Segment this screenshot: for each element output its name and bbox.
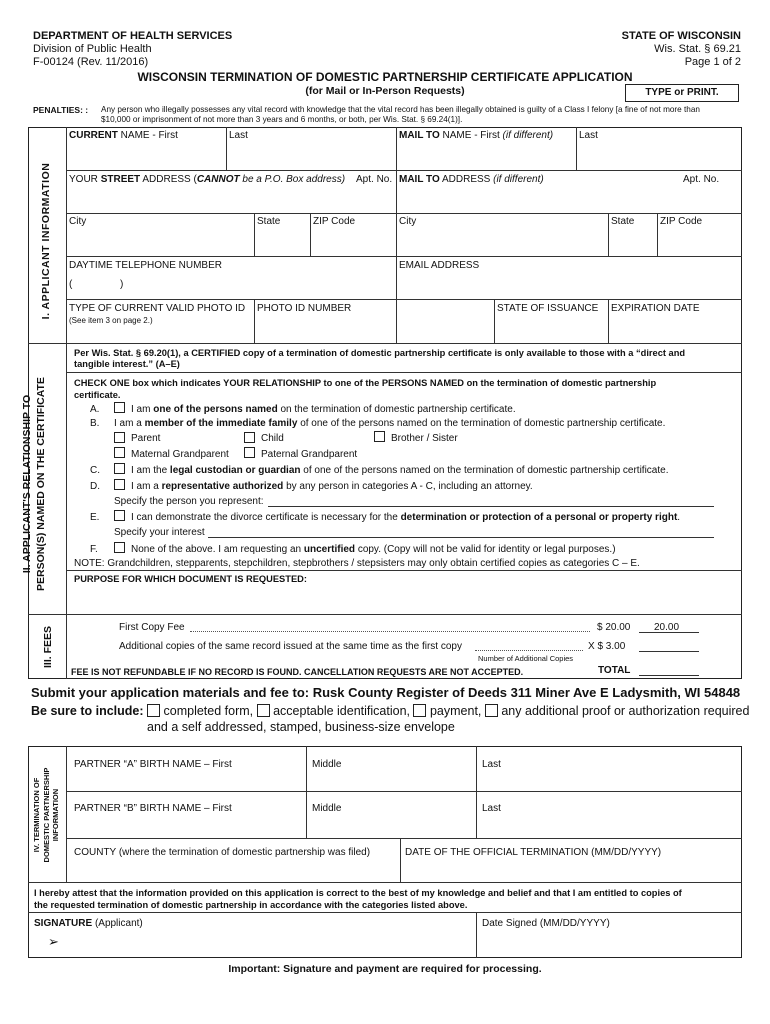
photo-id-number-field[interactable]: PHOTO ID NUMBER bbox=[257, 303, 352, 314]
acceptable-id-checkbox[interactable] bbox=[257, 704, 270, 717]
option-d-letter: D. bbox=[90, 481, 100, 492]
county-field[interactable]: COUNTY (where the termination of domestic partnership was filed) bbox=[74, 847, 371, 858]
completed-form-checkbox[interactable] bbox=[147, 704, 160, 717]
maternal-grandparent-checkbox[interactable] bbox=[114, 447, 125, 458]
option-f-letter: F. bbox=[90, 544, 98, 555]
partner-b-first-field[interactable]: PARTNER “B” BIRTH NAME – First bbox=[74, 803, 232, 814]
partner-a-middle-field[interactable]: Middle bbox=[312, 759, 342, 770]
payment-checkbox[interactable] bbox=[413, 704, 426, 717]
email-field[interactable]: EMAIL ADDRESS bbox=[399, 260, 480, 271]
section-3-label: III. FEES bbox=[42, 626, 54, 669]
maternal-grandparent-label: Maternal Grandparent bbox=[131, 449, 229, 460]
option-e-checkbox[interactable] bbox=[114, 510, 125, 521]
first-copy-fee-label: First Copy Fee bbox=[119, 622, 185, 633]
certified-intro-2: tangible interest.” (A–E) bbox=[74, 359, 180, 369]
option-c-text: I am the legal custodian or guardian of one of the persons named on the termination of domestic partnership certificate. bbox=[131, 465, 669, 476]
section-1-label: I. APPLICANT INFORMATION bbox=[40, 162, 52, 320]
street-address-field[interactable]: YOUR STREET ADDRESS (CANNOT be a P.O. Box address) bbox=[69, 174, 346, 185]
phone-area-close: ) bbox=[120, 279, 124, 290]
option-d-checkbox[interactable] bbox=[114, 479, 125, 490]
parent-label: Parent bbox=[131, 433, 161, 444]
date-signed-field[interactable]: Date Signed (MM/DD/YYYY) bbox=[482, 918, 610, 929]
number-additional-copies-label: Number of Additional Copies bbox=[478, 654, 574, 663]
page-number: Page 1 of 2 bbox=[684, 56, 741, 68]
signature-input[interactable] bbox=[66, 930, 471, 954]
type-or-print-box: TYPE or PRINT. bbox=[625, 84, 739, 102]
photo-id-note: (See item 3 on page 2.) bbox=[69, 316, 153, 325]
attestation-2: the requested termination of domestic partnership in accordance with the categories listed above. bbox=[34, 900, 468, 910]
partner-a-last-field[interactable]: Last bbox=[482, 759, 501, 770]
mail-to-name-first-field[interactable]: MAIL TO NAME - First (if different) bbox=[399, 130, 554, 141]
form-title: WISCONSIN TERMINATION OF DOMESTIC PARTNERSHIP CERTIFICATE APPLICATION bbox=[137, 70, 633, 84]
mail-zip-field[interactable]: ZIP Code bbox=[660, 216, 703, 227]
penalties-text-1: Any person who illegally possesses any vital record with knowledge that the vital record has been illegally obtained is guilty of a Class I felony [a fine of not more than bbox=[101, 105, 700, 114]
phone-area-open: ( bbox=[69, 279, 73, 290]
penalties-text-2: $10,000 or imprisonment of not more than 3 years and 6 months, or both, per Wis. Stat. § 69.24(1)]. bbox=[101, 115, 463, 124]
option-e-text: I can demonstrate the divorce certificate is necessary for the determination or protection of a personal or property right. bbox=[131, 512, 681, 523]
current-name-first-field[interactable]: CURRENT NAME - First bbox=[69, 130, 178, 141]
check-one-2: certificate. bbox=[74, 390, 121, 400]
brother-sister-checkbox[interactable] bbox=[374, 431, 385, 442]
option-d-text: I am a representative authorized by any person in categories A - C, including an attorney. bbox=[131, 481, 533, 492]
additional-copies-label: Additional copies of the same record issued at the same time as the first copy bbox=[119, 641, 462, 652]
additional-proof-checkbox[interactable] bbox=[485, 704, 498, 717]
option-a-letter: A. bbox=[90, 404, 100, 415]
additional-copies-amount[interactable] bbox=[639, 651, 699, 652]
grandchildren-note: NOTE: Grandchildren, stepparents, stepchildren, stepbrothers / stepsisters may only obtain certified copies as categories C – E. bbox=[74, 558, 640, 569]
option-c-letter: C. bbox=[90, 465, 100, 476]
city-field[interactable]: City bbox=[69, 216, 87, 227]
mail-to-name-last-field[interactable]: Last bbox=[579, 130, 598, 141]
mail-state-field[interactable]: State bbox=[611, 216, 635, 227]
option-a-checkbox[interactable] bbox=[114, 402, 125, 413]
partner-b-middle-field[interactable]: Middle bbox=[312, 803, 342, 814]
total-input[interactable] bbox=[639, 675, 699, 676]
main-form-frame bbox=[28, 127, 742, 679]
section-4-label: IV. TERMINATION OF DOMESTIC PARTNERSHIP INFORMATION bbox=[32, 767, 60, 863]
option-f-text: None of the above. I am requesting an uncertified copy. (Copy will not be valid for identity or legal purposes.) bbox=[131, 544, 616, 555]
attestation-1: I hereby attest that the information provided on this application is correct to the best of my knowledge and belief and that I am entitled to copies of bbox=[34, 888, 682, 898]
photo-id-type-field[interactable]: TYPE OF CURRENT VALID PHOTO ID bbox=[69, 303, 246, 314]
certified-intro-1: Per Wis. Stat. § 69.20(1), a CERTIFIED copy of a termination of domestic partnership certificate is only available to those with a “direct and bbox=[74, 348, 686, 358]
statute-ref: Wis. Stat. § 69.21 bbox=[654, 43, 741, 55]
expiration-date-field[interactable]: EXPIRATION DATE bbox=[611, 303, 700, 314]
specify-person-label: Specify the person you represent: bbox=[114, 496, 264, 507]
state-of-issuance-field[interactable]: STATE OF ISSUANCE bbox=[497, 303, 599, 314]
zip-field[interactable]: ZIP Code bbox=[313, 216, 356, 227]
current-name-last-field[interactable]: Last bbox=[229, 130, 248, 141]
street-apt-no-field[interactable]: Apt. No. bbox=[356, 174, 393, 185]
option-b-text: I am a member of the immediate family of one of the persons named on the termination of domestic partnership certificate. bbox=[114, 418, 666, 429]
form-subtitle: (for Mail or In-Person Requests) bbox=[305, 85, 465, 97]
paternal-grandparent-checkbox[interactable] bbox=[244, 447, 255, 458]
total-label: TOTAL bbox=[598, 665, 631, 676]
first-copy-amount: 20.00 bbox=[654, 622, 680, 633]
option-e-letter: E. bbox=[90, 512, 100, 523]
child-checkbox[interactable] bbox=[244, 432, 255, 443]
section-2-label: II. APPLICANT'S RELATIONSHIP TO PERSON(S) NAMED ON THE CERTIFICATE bbox=[21, 377, 47, 591]
partner-b-last-field[interactable]: Last bbox=[482, 803, 501, 814]
partner-a-first-field[interactable]: PARTNER “A” BIRTH NAME – First bbox=[74, 759, 232, 770]
submit-instructions: Submit your application materials and fee to: Rusk County Register of Deeds 311 Miner Ave E Ladysmith, WI 54848 bbox=[31, 685, 741, 700]
important-footer: Important: Signature and payment are required for processing. bbox=[228, 963, 542, 975]
state-name: STATE OF WISCONSIN bbox=[621, 30, 741, 42]
first-copy-price: $ 20.00 bbox=[597, 622, 631, 633]
option-c-checkbox[interactable] bbox=[114, 463, 125, 474]
check-one-1: CHECK ONE box which indicates YOUR RELATIONSHIP to one of the PERSONS NAMED on the termination of domestic partnership bbox=[74, 378, 657, 388]
additional-copies-input[interactable] bbox=[475, 650, 583, 651]
option-b-letter: B. bbox=[90, 418, 100, 429]
envelope-line: and a self addressed, stamped, business-size envelope bbox=[147, 720, 455, 734]
parent-checkbox[interactable] bbox=[114, 432, 125, 443]
specify-person-input[interactable] bbox=[268, 506, 714, 507]
state-field[interactable]: State bbox=[257, 216, 281, 227]
brother-sister-label: Brother / Sister bbox=[391, 433, 458, 444]
termination-date-field[interactable]: DATE OF THE OFFICIAL TERMINATION (MM/DD/YYYY) bbox=[405, 847, 662, 858]
mail-to-apt-no-field[interactable]: Apt. No. bbox=[683, 174, 720, 185]
phone-label: DAYTIME TELEPHONE NUMBER bbox=[69, 260, 222, 271]
signature-label: SIGNATURE (Applicant) bbox=[34, 918, 143, 929]
option-a-text: I am one of the persons named on the termination of domestic partnership certificate. bbox=[131, 404, 516, 415]
signature-arrow-icon: ➢ bbox=[48, 934, 59, 949]
not-refundable-notice: FEE IS NOT REFUNDABLE IF NO RECORD IS FOUND. CANCELLATION REQUESTS ARE NOT ACCEPTED. bbox=[71, 667, 524, 677]
division-name: Division of Public Health bbox=[33, 43, 152, 55]
specify-interest-label: Specify your interest bbox=[114, 527, 205, 538]
option-f-checkbox[interactable] bbox=[114, 542, 125, 553]
phone-input[interactable] bbox=[72, 272, 392, 296]
mail-city-field[interactable]: City bbox=[399, 216, 417, 227]
department-name: DEPARTMENT OF HEALTH SERVICES bbox=[33, 30, 233, 42]
specify-interest-input[interactable] bbox=[208, 537, 714, 538]
form-number: F-00124 (Rev. 11/2016) bbox=[33, 56, 149, 68]
be-sure-line: Be sure to include: completed form, acceptable identification, payment, any additional proof or authorization required bbox=[31, 704, 750, 718]
mail-to-address-field[interactable]: MAIL TO ADDRESS (if different) bbox=[399, 174, 544, 185]
penalties-label: PENALTIES: : bbox=[33, 105, 89, 115]
child-label: Child bbox=[261, 433, 284, 444]
paternal-grandparent-label: Paternal Grandparent bbox=[261, 449, 358, 460]
additional-copies-price: X $ 3.00 bbox=[588, 641, 626, 652]
purpose-field[interactable]: PURPOSE FOR WHICH DOCUMENT IS REQUESTED: bbox=[74, 574, 307, 584]
first-copy-amount-line bbox=[639, 632, 699, 633]
